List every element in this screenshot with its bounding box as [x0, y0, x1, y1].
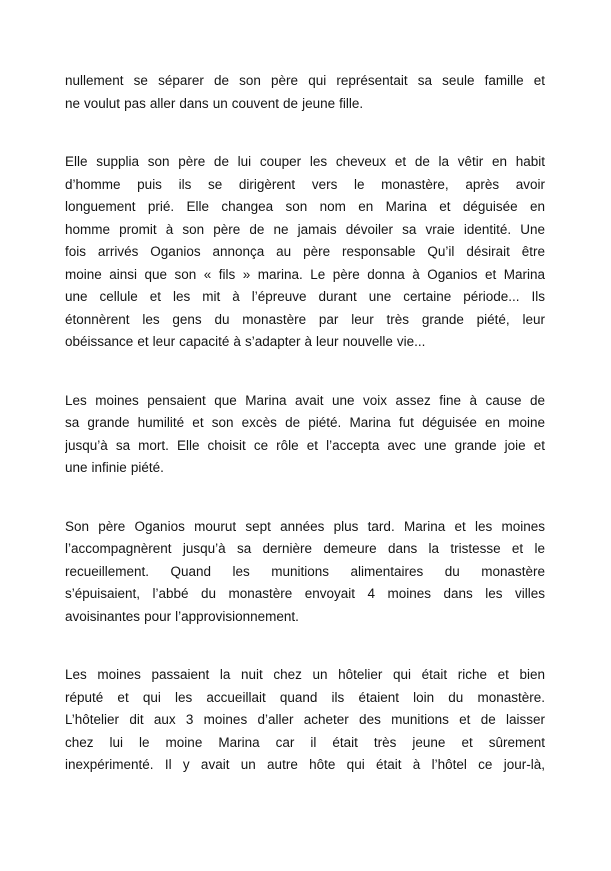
text-line: avoisinantes pour l’approvisionnement. [65, 608, 299, 624]
text-line: fois arrivés Oganios annonça au père responsable Qu’il désirait être [65, 244, 545, 259]
text-line: Son père Oganios mourut sept années plus tard. Marina et les moines [65, 518, 545, 534]
text-line: chez lui le moine Marina car il était très jeune et sûrement [65, 734, 545, 750]
text-line: Elle supplia son père de lui couper les cheveux et de la vêtir en habit [65, 154, 545, 169]
text-line: sa grande humilité et son excès de piété. Marina fut déguisée en moine [65, 415, 545, 430]
text-line: L’hôtelier dit aux 3 moines d’aller acheter des munitions et de laisser [65, 712, 545, 727]
document-text [65, 70, 545, 777]
text-line: homme promit à son père de ne jamais dévoiler sa vraie identité. Une [65, 221, 545, 237]
text-line: recueillement. Quand les munitions alimentaires du monastère [65, 563, 545, 579]
text-line: réputé et qui les accueillait quand ils étaient loin du monastère. [65, 689, 545, 705]
text-line: Les moines passaient la nuit chez un hôtelier qui était riche et bien [65, 667, 545, 682]
text-line: nullement se séparer de son père qui représentait sa seule famille et [65, 73, 545, 88]
text-line: s’épuisaient, l’abbé du monastère envoyait 4 moines dans les villes [65, 586, 545, 601]
paragraph [65, 151, 545, 354]
paragraph [65, 70, 545, 115]
text-line: moine ainsi que son « fils » marina. Le père donna à Oganios et Marina [65, 266, 545, 282]
text-line: jusqu’à sa mort. Elle choisit ce rôle et l’accepta avec une grande joie et [65, 437, 545, 453]
paragraph [65, 664, 545, 777]
paragraph [65, 390, 545, 480]
text-line: une cellule et les mit à l’épreuve durant une certaine période... Ils [65, 289, 545, 304]
text-line: obéissance et leur capacité à s’adapter à leur nouvelle vie... [65, 334, 426, 349]
text-line: une infinie piété. [65, 460, 164, 475]
text-line: inexpérimenté. Il y avait un autre hôte qui était à l’hôtel ce jour-là, [65, 757, 545, 772]
paragraph [65, 516, 545, 629]
text-line: l’accompagnèrent jusqu’à sa dernière demeure dans la tristesse et le [65, 541, 545, 556]
text-line: Les moines pensaient que Marina avait une voix assez fine à cause de [65, 392, 545, 408]
text-line: ne voulut pas aller dans un couvent de jeune fille. [65, 95, 364, 111]
text-line: longuement prié. Elle changea son nom en Marina et déguisée en [65, 199, 545, 214]
text-line: d’homme puis ils se dirigèrent vers le monastère, après avoir [65, 176, 545, 192]
text-line: étonnèrent les gens du monastère par leur très grande piété, leur [65, 311, 545, 327]
